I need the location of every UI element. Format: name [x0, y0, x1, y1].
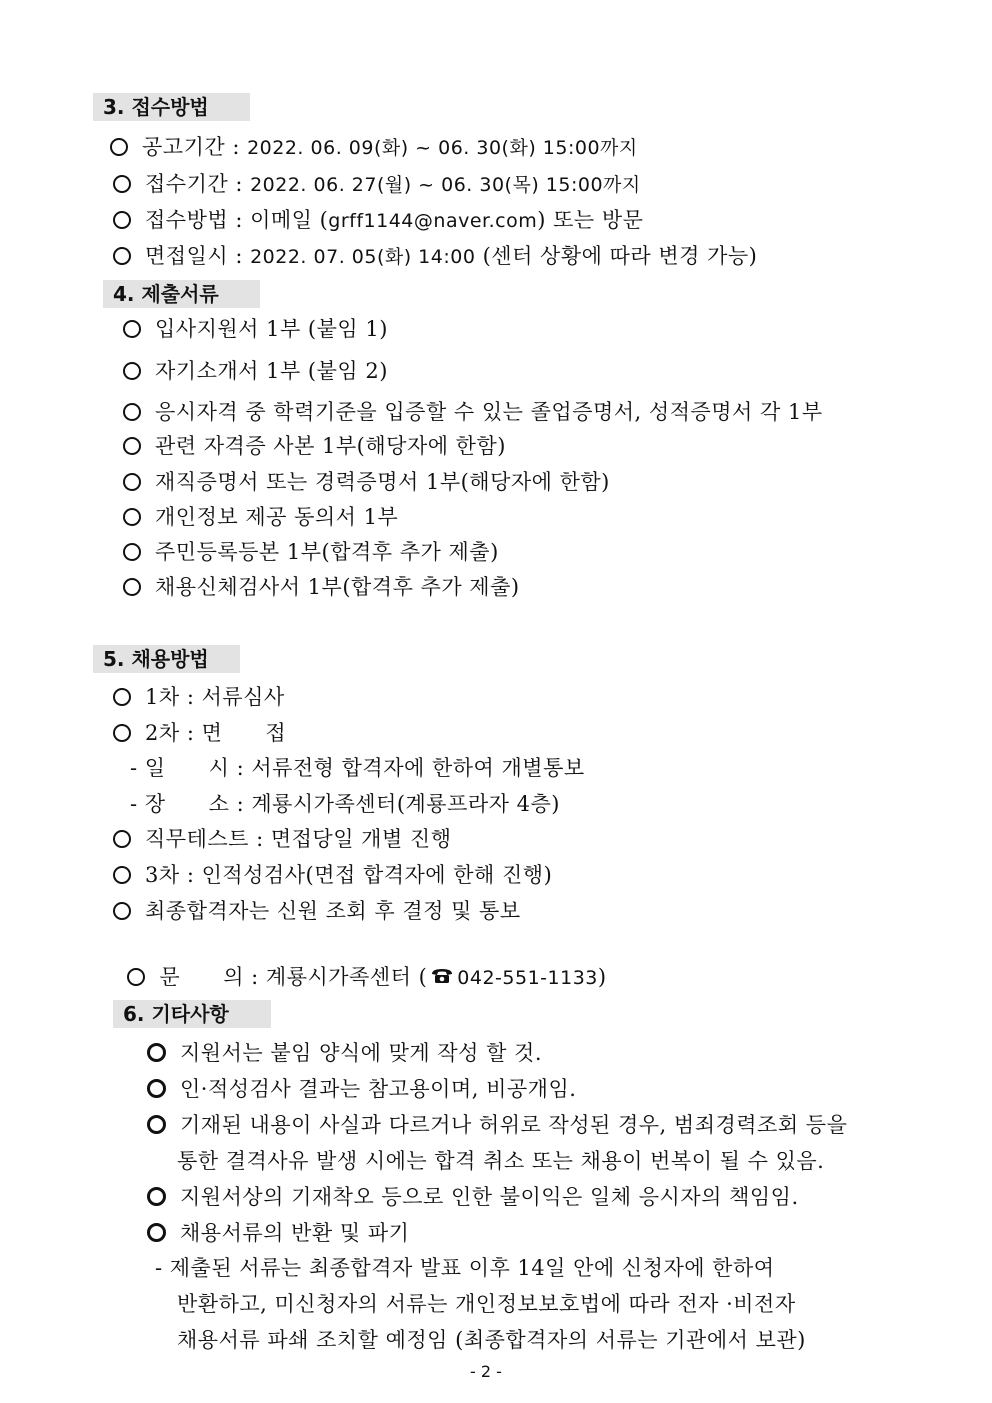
sub-item: - 일 시 : 서류전형 합격자에 한하여 개별통보	[130, 756, 585, 780]
circle-bullet-icon	[127, 968, 145, 986]
section-5-heading: 5. 채용방법	[93, 645, 240, 673]
circle-bullet-icon	[113, 830, 131, 848]
list-item: 자기소개서 1부 (붙임 2)	[123, 356, 388, 386]
list-item: 직무테스트 : 면접당일 개별 진행	[113, 824, 452, 854]
page-number: - 2 -	[470, 1362, 502, 1381]
list-item: 접수방법 : 이메일 (grff1144@naver.com) 또는 방문	[113, 205, 643, 236]
circle-bullet-icon	[147, 1187, 166, 1206]
circle-bullet-icon	[113, 688, 131, 706]
list-item: 응시자격 중 학력기준을 입증할 수 있는 졸업증명서, 성적증명서 각 1부	[123, 397, 823, 427]
list-item: 주민등록등본 1부(합격후 추가 제출)	[123, 537, 499, 567]
list-item: 개인정보 제공 동의서 1부	[123, 502, 398, 532]
sub-item: - 장 소 : 계룡시가족센터(계룡프라자 4층)	[130, 792, 560, 816]
list-item: 채용서류의 반환 및 파기	[147, 1218, 409, 1248]
circle-bullet-icon	[147, 1223, 166, 1242]
circle-bullet-icon	[113, 175, 131, 193]
circle-bullet-icon	[123, 403, 141, 421]
sub-item: - 제출된 서류는 최종합격자 발표 이후 14일 안에 신청자에 한하여	[155, 1256, 775, 1280]
telephone-icon	[431, 962, 453, 992]
circle-bullet-icon	[113, 247, 131, 265]
circle-bullet-icon	[123, 437, 141, 455]
list-item-continued: 통한 결격사유 발생 시에는 합격 취소 또는 채용이 번복이 될 수 있음.	[177, 1149, 825, 1173]
list-item: 채용신체검사서 1부(합격후 추가 제출)	[123, 572, 520, 602]
section-6-heading: 6. 기타사항	[113, 1000, 271, 1028]
circle-bullet-icon	[147, 1115, 166, 1134]
circle-bullet-icon	[113, 902, 131, 920]
contact-item: 문 의 : 계룡시가족센터 ( 042-551-1133)	[113, 932, 607, 994]
phone-number[interactable]: 042-551-1133	[457, 967, 598, 989]
circle-bullet-icon	[123, 578, 141, 596]
circle-bullet-icon	[147, 1079, 166, 1098]
circle-bullet-icon	[123, 473, 141, 491]
list-item: 최종합격자는 신원 조회 후 결정 및 통보	[113, 896, 521, 926]
list-item: 지원서상의 기재착오 등으로 인한 불이익은 일체 응시자의 책임임.	[147, 1182, 799, 1212]
list-item: 2차 : 면 접	[113, 718, 286, 748]
list-item: 면접일시 : 2022. 07. 05(화) 14:00 (센터 상황에 따라 변경 가능)	[113, 241, 757, 272]
list-item: 지원서는 붙임 양식에 맞게 작성 할 것.	[147, 1038, 542, 1068]
circle-bullet-icon	[113, 211, 131, 229]
list-item: 관련 자격증 사본 1부(해당자에 한함)	[123, 431, 506, 461]
email-link[interactable]: grff1144@naver.com	[328, 210, 538, 232]
circle-bullet-icon	[113, 866, 131, 884]
list-item: 인·적성검사 결과는 참고용이며, 비공개임.	[147, 1074, 576, 1104]
circle-bullet-icon	[113, 724, 131, 742]
circle-bullet-icon	[123, 320, 141, 338]
list-item: 재직증명서 또는 경력증명서 1부(해당자에 한함)	[123, 467, 610, 497]
list-item: 공고기간 : 2022. 06. 09(화) ~ 06. 30(화) 15:00까지	[110, 132, 638, 163]
list-item: 접수기간 : 2022. 06. 27(월) ~ 06. 30(목) 15:00까지	[113, 169, 641, 200]
sub-item-continued: 반환하고, 미신청자의 서류는 개인정보보호법에 따라 전자 ·비전자	[177, 1292, 796, 1316]
list-item: 기재된 내용이 사실과 다르거나 허위로 작성된 경우, 범죄경력조회 등을	[147, 1110, 847, 1140]
circle-bullet-icon	[110, 138, 128, 156]
circle-bullet-icon	[123, 362, 141, 380]
sub-item-continued: 채용서류 파쇄 조치할 예정임 (최종합격자의 서류는 기관에서 보관)	[177, 1328, 806, 1352]
list-item: 1차 : 서류심사	[113, 682, 285, 712]
circle-bullet-icon	[147, 1043, 166, 1062]
circle-bullet-icon	[123, 508, 141, 526]
section-4-heading: 4. 제출서류	[103, 280, 260, 308]
section-3-heading: 3. 접수방법	[93, 93, 250, 121]
list-item: 3차 : 인적성검사(면접 합격자에 한해 진행)	[113, 860, 552, 890]
circle-bullet-icon	[123, 543, 141, 561]
list-item: 입사지원서 1부 (붙임 1)	[123, 314, 388, 344]
